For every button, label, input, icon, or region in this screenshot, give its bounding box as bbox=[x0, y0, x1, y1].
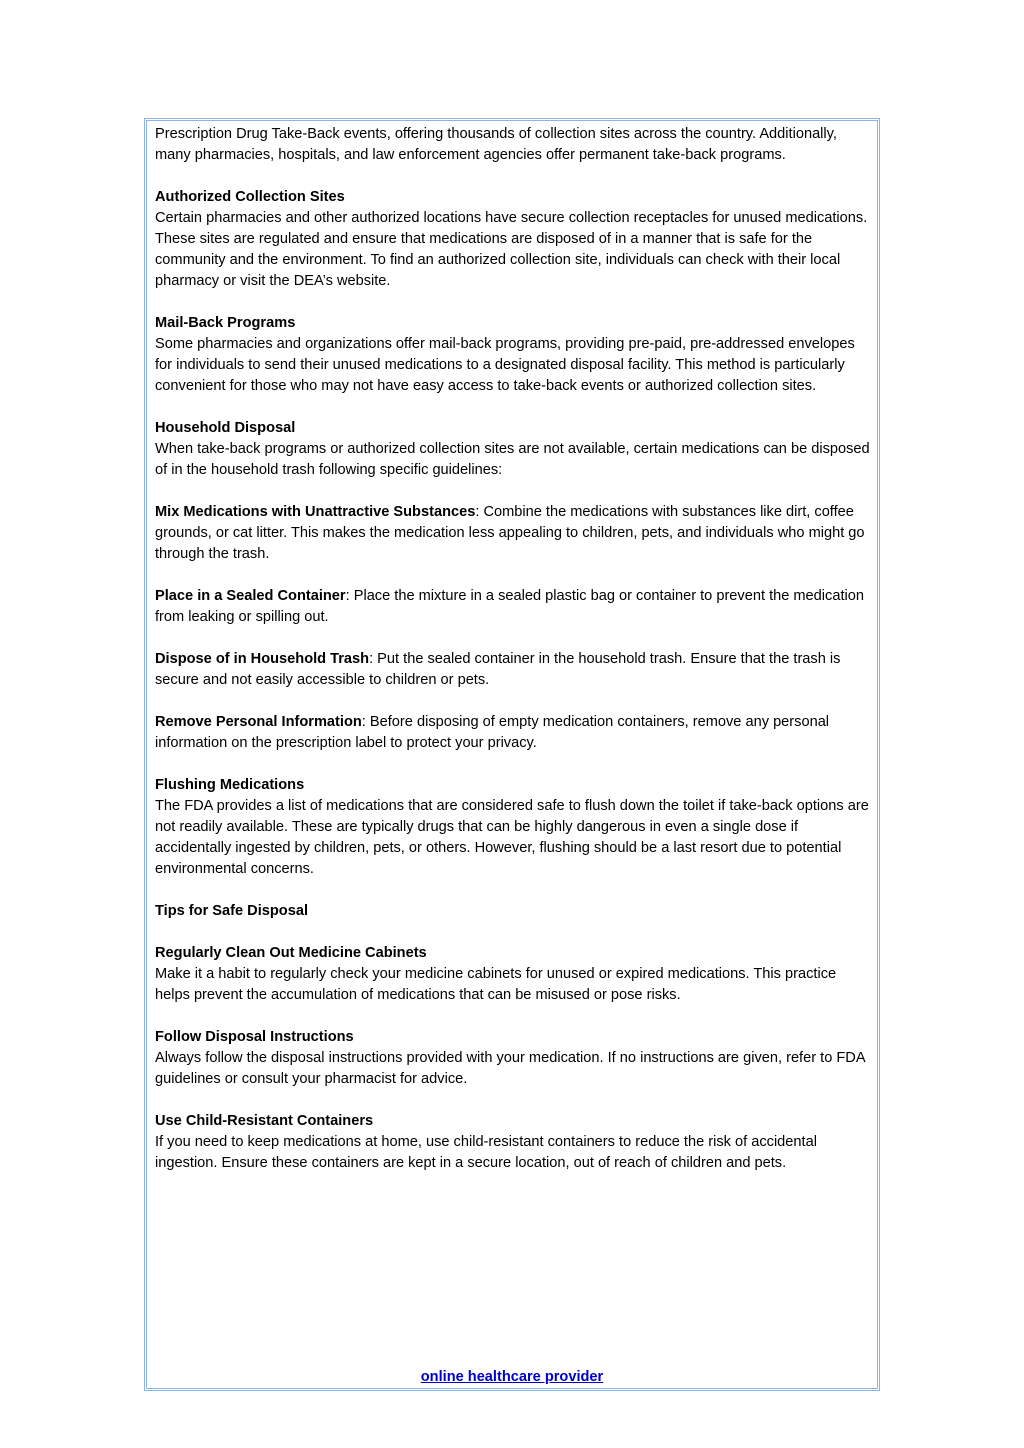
step-term: Dispose of in Household Trash bbox=[155, 651, 370, 667]
step-term: Mix Medications with Unattractive Substances bbox=[155, 504, 476, 520]
section-household-disposal bbox=[155, 418, 871, 481]
step-description: : Place the mixture in a sealed plastic bag or container to prevent the medication from leaking or spilling out. bbox=[155, 588, 864, 625]
footer bbox=[0, 1367, 1024, 1388]
tip-child-resistant-containers bbox=[155, 1111, 871, 1174]
section-tips-heading bbox=[155, 901, 871, 922]
step-household-trash bbox=[155, 649, 871, 691]
step-description: : Combine the medications with substances like dirt, coffee grounds, or cat litter. This makes the medication less appealing to children, pets, and individuals who might go through the trash. bbox=[155, 504, 865, 562]
tip-clean-medicine-cabinets bbox=[155, 943, 871, 1006]
intro-paragraph bbox=[155, 124, 871, 166]
section-text: The FDA provides a list of medications that are considered safe to flush down the toilet if take-back options are not readily available. These are typically drugs that can be highly dangerous in even a single dose if accidentally ingested by children, pets, or others. However, flushing should be a last resort due to potential environmental concerns. bbox=[155, 798, 869, 877]
step-description: : Before disposing of empty medication containers, remove any personal information on the prescription label to protect your privacy. bbox=[155, 714, 830, 751]
step-text bbox=[155, 502, 871, 565]
online-healthcare-provider-link[interactable]: online healthcare provider bbox=[420, 1369, 604, 1385]
section-authorized-collection-sites bbox=[155, 187, 871, 292]
tips-heading: Tips for Safe Disposal bbox=[155, 903, 309, 919]
section-flushing-medications bbox=[155, 775, 871, 880]
step-mix-medications bbox=[155, 502, 871, 565]
section-heading: Mail-Back Programs bbox=[155, 315, 296, 331]
intro-text: Prescription Drug Take-Back events, offering thousands of collection sites across the country. Additionally, many pharmacies, hospitals, and law enforcement agencies offer permanent take-back programs. bbox=[155, 126, 837, 163]
section-heading: Flushing Medications bbox=[155, 777, 305, 793]
step-description: : Put the sealed container in the household trash. Ensure that the trash is secure and not easily accessible to children or pets. bbox=[155, 651, 841, 688]
step-term: Place in a Sealed Container bbox=[155, 588, 346, 604]
tip-heading: Follow Disposal Instructions bbox=[155, 1029, 354, 1045]
tip-text: Always follow the disposal instructions provided with your medication. If no instructions are given, refer to FDA guidelines or consult your pharmacist for advice. bbox=[155, 1050, 865, 1087]
tip-text: If you need to keep medications at home, use child-resistant containers to reduce the risk of accidental ingestion. Ensure these containers are kept in a secure location, out of reach of children and pets. bbox=[155, 1134, 817, 1171]
step-remove-personal-information bbox=[155, 712, 871, 754]
tip-text: Make it a habit to regularly check your medicine cabinets for unused or expired medications. This practice helps prevent the accumulation of medications that can be misused or pose risks. bbox=[155, 966, 837, 1003]
document-body bbox=[155, 124, 871, 1195]
step-sealed-container bbox=[155, 586, 871, 628]
section-mail-back-programs bbox=[155, 313, 871, 397]
tip-heading: Regularly Clean Out Medicine Cabinets bbox=[155, 945, 427, 961]
tip-heading: Use Child-Resistant Containers bbox=[155, 1113, 374, 1129]
step-text bbox=[155, 586, 871, 628]
step-text bbox=[155, 649, 871, 691]
section-text: Certain pharmacies and other authorized locations have secure collection receptacles for unused medications. These sites are regulated and ensure that medications are disposed of in a manner that is safe for the community and the environment. To find an authorized collection site, individuals can check with their local pharmacy or visit the DEA’s website. bbox=[155, 210, 868, 289]
tip-follow-disposal-instructions bbox=[155, 1027, 871, 1090]
section-heading: Household Disposal bbox=[155, 420, 296, 436]
section-text: When take-back programs or authorized collection sites are not available, certain medications can be disposed of in the household trash following specific guidelines: bbox=[155, 441, 870, 478]
section-heading: Authorized Collection Sites bbox=[155, 189, 345, 205]
step-term: Remove Personal Information bbox=[155, 714, 362, 730]
step-text bbox=[155, 712, 871, 754]
section-text: Some pharmacies and organizations offer mail-back programs, providing pre-paid, pre-addressed envelopes for individuals to send their unused medications to a designated disposal facility. This method is particularly convenient for those who may not have easy access to take-back events or authorized collection sites. bbox=[155, 336, 855, 394]
